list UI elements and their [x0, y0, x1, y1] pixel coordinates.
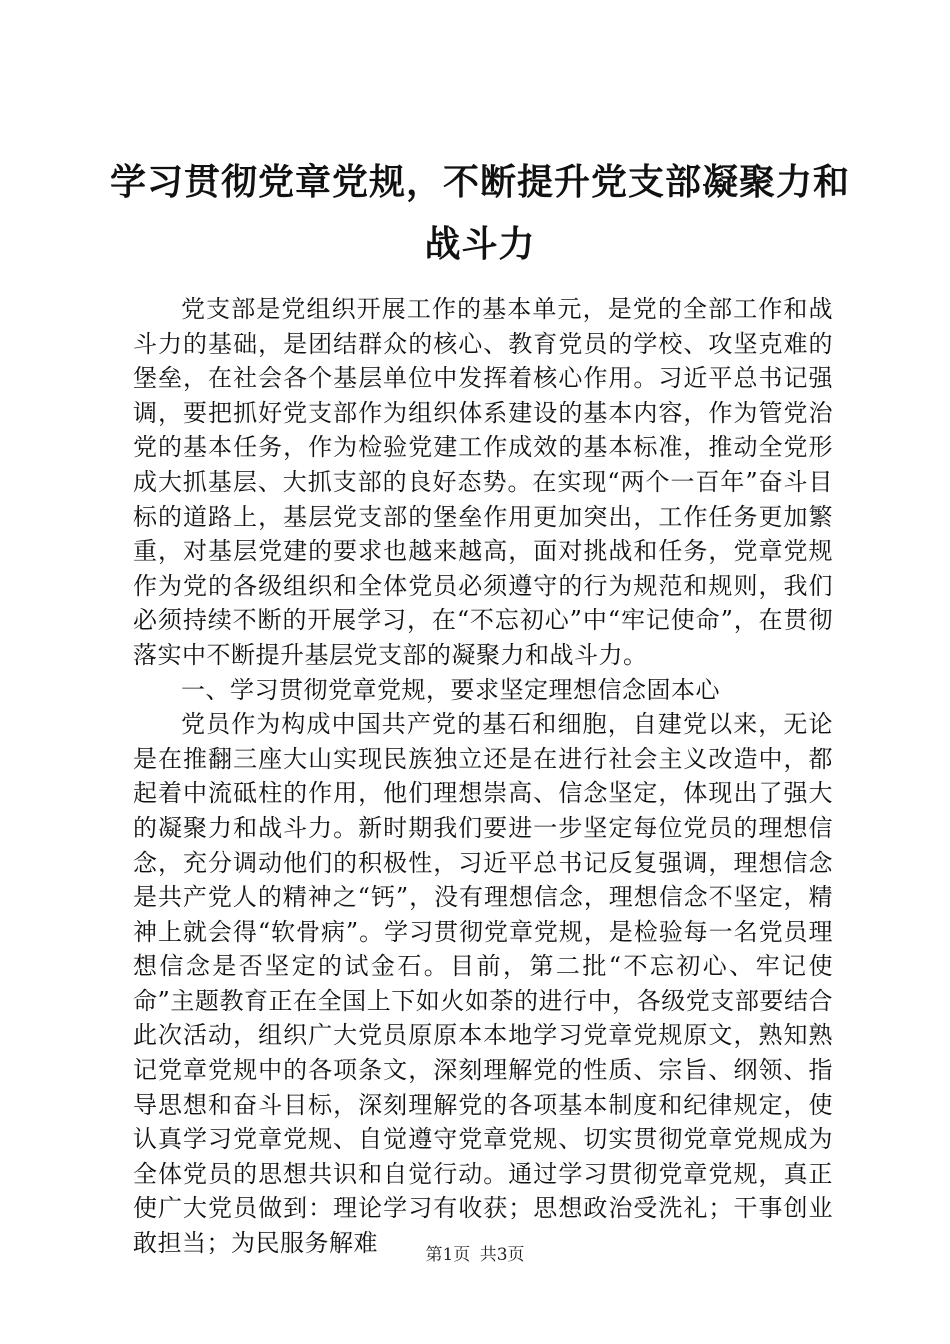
page-number-current: 第1页 — [425, 1245, 471, 1265]
document-body — [133, 292, 833, 1261]
document-title-line-1: 学习贯彻党章党规，不断提升党支部凝聚力和 — [110, 161, 851, 203]
document-title-line-2: 战斗力 — [424, 223, 536, 265]
page-footer — [0, 1244, 950, 1266]
paragraph-section-1: 党员作为构成中国共产党的基石和细胞，自建党以来，无论是在推翻三座大山实现民族独立还是在进行社会主义改造中，都起着中流砥柱的作用，他们理想崇高、信念坚定，体现出了强大的凝聚力和战斗力。新时期我们要进一步坚定每位党员的理想信念，充分调动他们的积极性，习近平总书记反复强调，理想信念是共产党人的精神之“钙”，没有理想信念，理想信念不坚定，精神上就会得“软骨病”。学习贯彻党章党规，是检验每一名党员理想信念是否坚定的试金石。目前，第二批“不忘初心、牢记使命”主题教育正在全国上下如火如荼的进行中，各级党支部要结合此次活动，组织广大党员原原本本地学习党章党规原文，熟知熟记党章党规中的各项条文，深刻理解党的性质、宗旨、纲领、指导思想和奋斗目标，深刻理解党的各项基本制度和纪律规定，使认真学习党章党规、自觉遵守党章党规、切实贯彻党章党规成为全体党员的思想共识和自觉行动。通过学习贯彻党章党规，真正使广大党员做到：理论学习有收获；思想政治受洗礼；干事创业敢担当；为民服务解难 — [133, 710, 833, 1258]
paragraph-intro: 党支部是党组织开展工作的基本单元，是党的全部工作和战斗力的基础，是团结群众的核心、教育党员的学校、攻坚克难的堡垒，在社会各个基层单位中发挥着核心作用。习近平总书记强调，要把抓好党支部作为组织体系建设的基本内容，作为管党治党的基本任务，作为检验党建工作成效的基本标准，推动全党形成大抓基层、大抓支部的良好态势。在实现“两个一百年”奋斗目标的道路上，基层党支部的堡垒作用更加突出，工作任务更加繁重，对基层党建的要求也越来越高，面对挑战和任务，党章党规作为党的各级组织和全体党员必须遵守的行为规范和规则，我们必须持续不断的开展学习，在“不忘初心”中“牢记使命”，在贯彻落实中不断提升基层党支部的凝聚力和战斗力。 — [133, 295, 833, 669]
page-number-total: 共3页 — [479, 1245, 525, 1265]
section-heading-1: 一、学习贯彻党章党规，要求坚定理想信念固本心 — [181, 675, 720, 704]
